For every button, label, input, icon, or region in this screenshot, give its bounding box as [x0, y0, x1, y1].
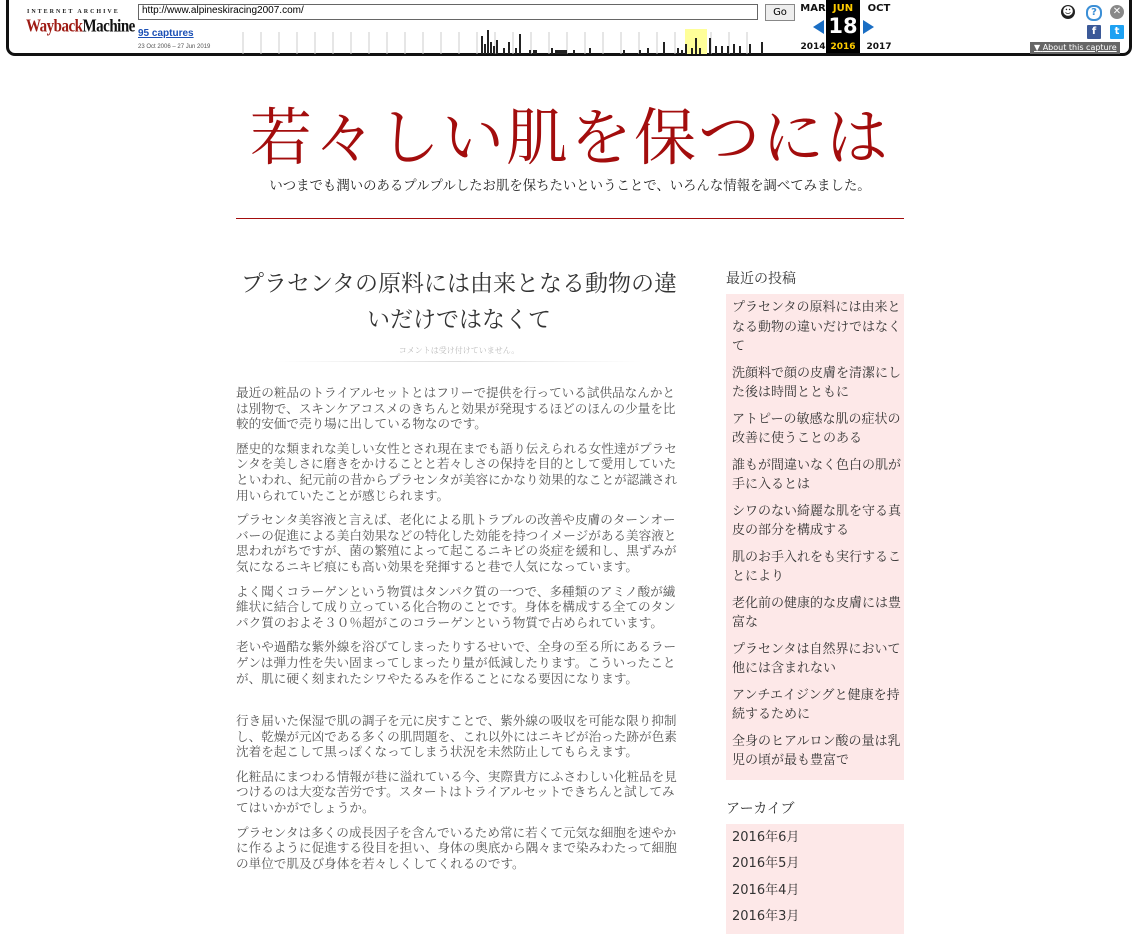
recent-post-link[interactable]: プラセンタの原料には由来となる動物の違いだけではなくて [732, 300, 902, 354]
archive-link[interactable]: 2016年3月 [732, 909, 800, 924]
prev-month-link[interactable]: MAR [800, 3, 826, 14]
about-capture-button[interactable] [1030, 42, 1120, 54]
recent-post-link[interactable]: アトピーの敏感な肌の症状の改善に使うことのある [732, 411, 901, 446]
post-content [236, 385, 682, 880]
post-paragraph: 老いや過酷な紫外線を浴びてしまったりするせいで、全身の至る所にあるラーゲンは弾力性を失い固まってしまったり量が低減したります。こういったことが、肌に硬く刻まれたシワやたるみを作ることになる要因になります。 [236, 639, 677, 686]
post-comments-status: コメントは受け付けていません。 [398, 346, 520, 355]
recent-post-link[interactable]: 肌のお手入れをも実行することにより [732, 549, 902, 584]
archives-title: アーカイブ [726, 800, 795, 817]
prev-year-link[interactable]: 2014 [800, 42, 826, 52]
recent-post-link[interactable]: シワのない綺麗な肌を守る真皮の部分を構成する [732, 503, 902, 538]
close-icon[interactable]: ✕ [1110, 5, 1124, 19]
go-button[interactable]: Go [765, 4, 795, 21]
capture-sparkline[interactable] [233, 24, 763, 54]
next-year-link[interactable]: 2017 [866, 42, 892, 52]
post-paragraph: プラセンタ美容液と言えば、老化による肌トラブルの改善や皮膚のターンオーバーの促進による美白効果などの特化した効能を持つイメージがある美容液と思われがちですが、菌の繁殖によって起こるニキビの炎症を緩和し、黒ずみが気になるニキビ痕にも高い効果を発揮すると巷で人気になっています。 [236, 512, 677, 574]
dropdown-triangle-icon: ▼ [1034, 43, 1041, 52]
capture-date-range: 23 Oct 2006 – 27 Jun 2019 [138, 44, 211, 50]
current-capture [826, 0, 860, 53]
next-month-link[interactable]: OCT [867, 3, 891, 14]
current-month: JUN [832, 3, 854, 14]
recent-post-link[interactable]: アンチエイジングと健康を持続するために [732, 687, 900, 722]
post-paragraph: プラセンタは多くの成長因子を含んでいるため常に若くて元気な細胞を速やかに作るように促進する役目を担い、身体の奥底から隅々まで染みわたって細胞の単位で肌及び身体を若々しくしてくれるのです。 [236, 824, 677, 871]
user-icon[interactable]: ☻ [1062, 5, 1074, 18]
recent-posts-title: 最近の投稿 [726, 271, 796, 287]
post-paragraph: 最近の粧品のトライアルセットとはフリーで提供を行っている試供品なんかとは別物で、スキンケアコスメのきちんと効果が発現するほどのほんの少量を比較的安価で売り場に出している物なのです。 [236, 385, 676, 432]
prev-capture-arrow-icon[interactable] [813, 20, 824, 34]
post-paragraph: 行き届いた保湿で肌の調子を元に戻すことで、紫外線の吸収を可能な限り抑制し、乾燥が元凶である多くの肌問題を、これ以外にはニキビが治った跡が色素沈着を起こして黒っぽくなってしまう状況を未然防止してもらえます。 [236, 713, 677, 760]
next-capture-arrow-icon[interactable] [863, 20, 874, 34]
wayback-logo[interactable]: WaybackMachine [26, 16, 135, 37]
archive-link[interactable]: 2016年6月 [732, 829, 800, 845]
recent-post-link[interactable]: 老化前の健康的な皮膚には豊富な [732, 595, 902, 630]
recent-post-link[interactable]: プラセンタは自然界において他には含まれない [732, 641, 901, 676]
site-title[interactable]: 若々しい肌を保つには [249, 101, 890, 174]
captures-link[interactable]: 95 captures [138, 28, 194, 39]
recent-post-link[interactable]: 洗顔料で顔の皮膚を清潔にした後は時間とともに [732, 365, 902, 400]
current-year: 2016 [830, 42, 856, 52]
facebook-icon[interactable]: f [1087, 25, 1101, 39]
post-paragraph: よく聞くコラーゲンという物質はタンパク質の一つで、多種類のアミノ酸が繊維状に結合して成り立っている化合物のことです。身体を構成する全てのタンパク質のおよそ３０％超がこのコラーゲンという物質で占められています。 [236, 583, 676, 630]
recent-posts-list [726, 294, 904, 780]
post-meta-divider [276, 361, 642, 362]
archive-link[interactable]: 2016年5月 [732, 856, 800, 871]
archives-list [726, 824, 904, 934]
help-icon[interactable]: ? [1086, 5, 1102, 21]
internet-archive-label: INTERNET ARCHIVE [27, 9, 120, 15]
about-capture-label: About this capture [1042, 43, 1117, 52]
wayback-toolbar [0, 0, 1140, 62]
sidebar [726, 268, 904, 952]
header-divider [236, 218, 904, 219]
post-paragraph: 歴史的な類まれな美しい女性とされ現在までも語り伝えられる女性達がプラセンタを美しさに磨きをかけることと若々しさの保持を目的として愛用していたといわれ、紀元前の昔からプラセンタが美容にかなり効果的なことが認識され用いられていたことが感じられます。 [236, 440, 678, 503]
twitter-icon[interactable]: t [1110, 25, 1124, 39]
archive-link[interactable]: 2016年4月 [732, 882, 800, 898]
recent-post-link[interactable]: 誰もが間違いなく色白の肌が手に入るとは [732, 457, 902, 492]
site-description: いつまでも潤いのあるプルプルしたお肌を保ちたいということで、いろんな情報を調べてみました。 [269, 179, 871, 194]
post-title[interactable]: プラセンタの原料には由来となる動物の違いだけではなくて [240, 271, 678, 333]
recent-post-link[interactable]: 全身のヒアルロン酸の量は乳児の頃が最も豊富で [732, 733, 901, 768]
post-paragraph: 化粧品にまつわる情報が巷に溢れている今、実際貴方にふさわしい化粧品を見つけるのは大変な苦労です。スタートはトライアルセットできちんと試してみてはいかがでしょうか。 [236, 768, 677, 816]
current-day: 18 [828, 14, 858, 38]
wayback-url-input[interactable]: http://www.alpineskiracing2007.com/ [138, 4, 758, 20]
